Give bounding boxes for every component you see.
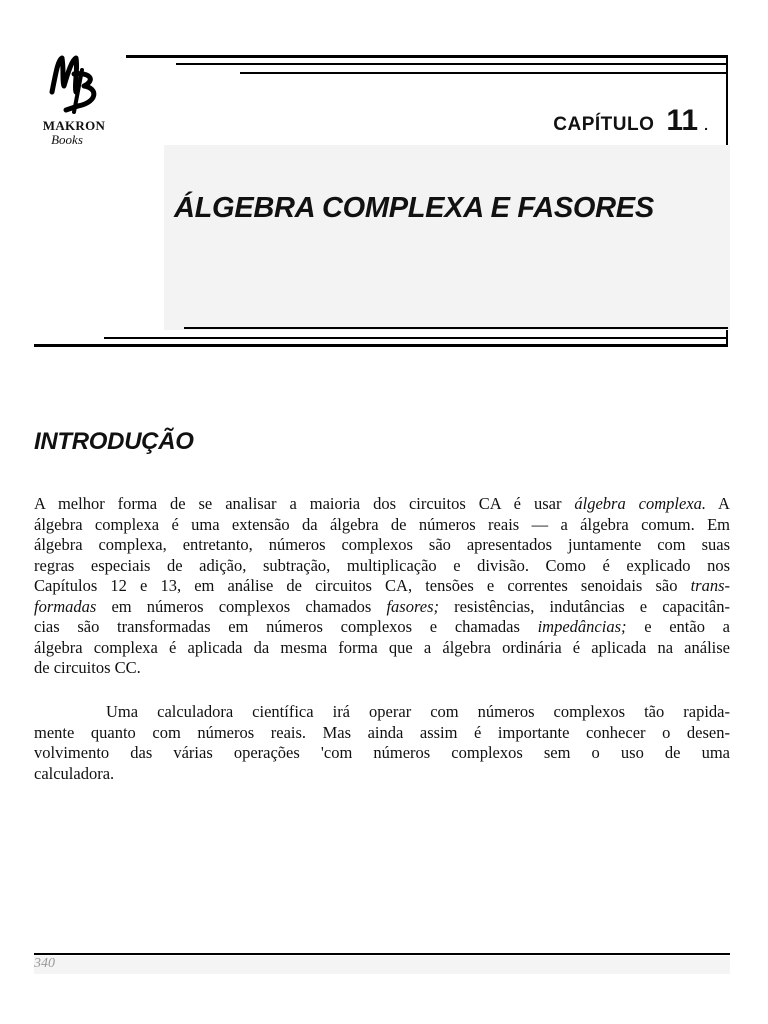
paragraph-line: álgebra complexa é uma extensão da álgebra de números reais — a álgebra comum. Em — [34, 514, 730, 534]
chapter-word: CAPÍTULO — [553, 114, 655, 135]
paragraph-line: calculadora. — [34, 763, 115, 783]
chapter-label — [553, 104, 708, 138]
title-rule-middle — [104, 337, 728, 339]
paragraph-line: mente quanto com números reais. Mas ainda assim é importante conhecer o desen- — [34, 722, 730, 742]
paragraph-line: regras especiais de adição, subtração, multiplicação e divisão. Como é explicado nos — [34, 555, 730, 575]
paragraph-line: álgebra complexa, entretanto, números complexos são apresentados juntamente com suas — [34, 535, 730, 554]
paragraph-line: volvimento das várias operações 'com números complexos sem o uso de uma — [34, 743, 730, 762]
title-rule-bottom — [34, 344, 728, 347]
footer-shade — [34, 956, 730, 974]
chapter-title: ÁLGEBRA COMPLEXA E FASORES — [174, 192, 654, 224]
title-rule-upper — [184, 327, 728, 329]
paragraph-line: de circuitos CC. — [34, 658, 141, 677]
body-paragraph-1 — [34, 494, 730, 679]
chapter-number: 11 — [666, 104, 699, 137]
publisher-subname: Books — [51, 132, 83, 147]
chapter-trailing-mark: . — [704, 117, 708, 133]
publisher-name: MAKRON — [42, 118, 106, 133]
makron-books-monogram-icon — [44, 52, 104, 116]
section-heading: INTRODUÇÃO — [34, 428, 194, 455]
paragraph-line: formadas em números complexos chamados fasores; resistências, indutâncias e capacitân- — [34, 596, 730, 616]
publisher-logo — [34, 52, 120, 152]
page-number: 340 — [34, 956, 55, 971]
paragraph-line: Capítulos 12 e 13, em análise de circuitos CA, tensões e correntes senoidais são trans- — [34, 576, 730, 595]
header-rule-second — [176, 63, 728, 65]
footer-rule — [34, 953, 730, 955]
paragraph-line: álgebra complexa é aplicada da mesma forma que a álgebra ordinária é aplicada na análise — [34, 637, 730, 657]
paragraph-line: A melhor forma de se analisar a maioria dos circuitos CA é usar álgebra complexa. A — [34, 494, 730, 513]
body-paragraph-2 — [34, 702, 730, 784]
header-rule-third — [240, 72, 728, 74]
header-rule-top — [126, 55, 728, 58]
paragraph-line: cias são transformadas em números complexos e chamadas impedâncias; e então a — [34, 617, 730, 636]
paragraph-line: Uma calculadora científica irá operar com números complexos tão rapida- — [106, 702, 730, 721]
chapter-title-background — [164, 145, 730, 330]
